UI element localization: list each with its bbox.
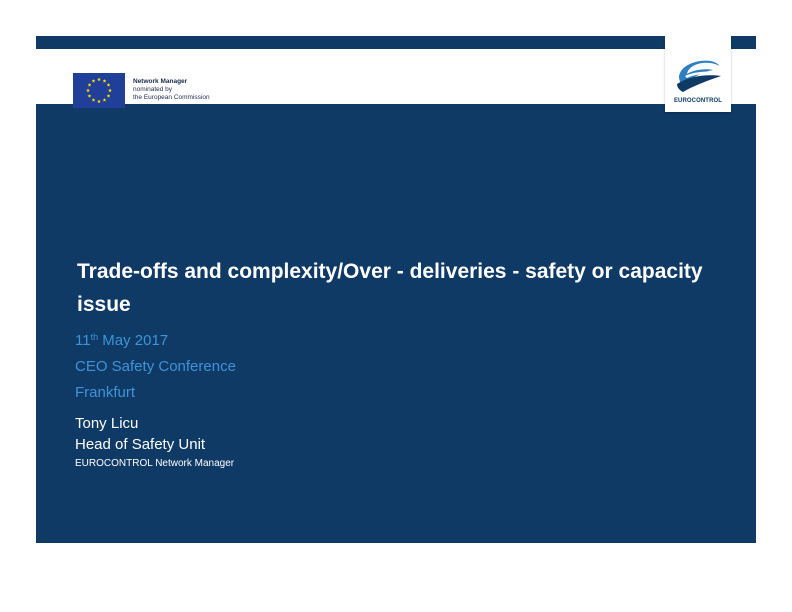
network-manager-caption xyxy=(133,78,210,102)
title-slide xyxy=(36,36,756,543)
date-day: 11 xyxy=(75,332,91,349)
conference-name: CEO Safety Conference xyxy=(75,358,236,375)
presenter-name: Tony Licu xyxy=(75,415,139,432)
slide-title: Trade-offs and complexity/Over - deliveries - safety or capacity issue xyxy=(77,260,703,316)
eu-star-icon xyxy=(88,83,92,87)
presenter-organization: EUROCONTROL Network Manager xyxy=(75,458,235,469)
eu-star-icon xyxy=(88,94,92,98)
eu-star-icon xyxy=(92,98,96,102)
date-rest: May 2017 xyxy=(98,332,169,349)
eu-star-icon xyxy=(97,100,101,104)
eu-flag-icon xyxy=(73,73,125,108)
network-manager-line2: nominated by xyxy=(133,86,173,93)
eu-star-icon xyxy=(108,89,112,93)
network-manager-line1: Network Manager xyxy=(133,78,188,85)
eu-star-icon xyxy=(107,94,111,98)
eu-star-icon xyxy=(86,89,90,93)
network-manager-line3: the European Commission xyxy=(133,94,210,101)
header-bar xyxy=(36,49,756,104)
eu-star-icon xyxy=(103,98,107,102)
date-suffix: th xyxy=(90,332,99,342)
eu-star-icon xyxy=(97,78,101,82)
eu-star-icon xyxy=(107,83,111,87)
eurocontrol-logo-text: EUROCONTROL xyxy=(673,98,723,104)
conference-city: Frankfurt xyxy=(75,384,136,401)
eurocontrol-emblem-icon xyxy=(671,50,725,94)
eu-star-icon xyxy=(92,79,96,83)
eu-star-icon xyxy=(103,79,107,83)
presentation-date xyxy=(75,332,168,349)
presenter-role: Head of Safety Unit xyxy=(75,436,206,453)
eurocontrol-logo xyxy=(665,36,731,112)
